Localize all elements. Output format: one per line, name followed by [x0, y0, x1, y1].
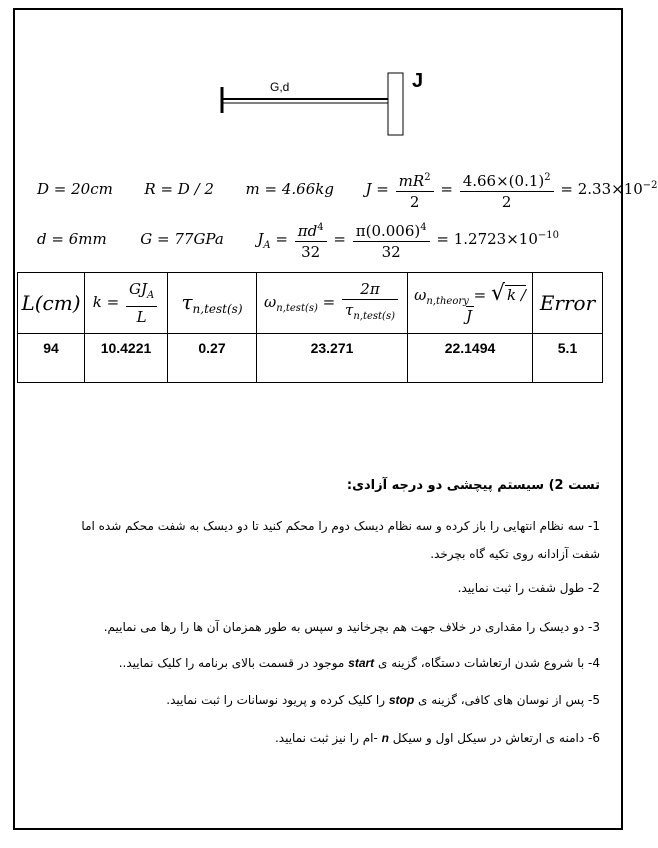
exponent: 4 [420, 222, 427, 233]
step-keyword: start [348, 656, 375, 670]
eq-J-result: = 2.33×10 [560, 180, 643, 198]
header-error [533, 273, 603, 334]
frac-numerator: πd [297, 222, 318, 240]
frac-denominator: τ [345, 301, 354, 319]
header-omega-test-frac [342, 279, 398, 327]
frac-numerator: 2π [342, 279, 398, 300]
header-k-frac [126, 279, 157, 327]
frac-denominator: 2 [409, 193, 420, 211]
eq-J-frac-2 [460, 168, 554, 212]
frac-numerator: GJ [128, 280, 147, 298]
eq-JA-lhs: J [257, 230, 264, 248]
table-row [18, 334, 603, 383]
cell-omega-test: 23.271 [257, 334, 408, 383]
shaft-label: G,d [270, 80, 290, 94]
step-text: پس از نوسان های کافی، گزینه ی [417, 693, 585, 707]
step-text: سه نظام انتهایی را باز کرده و سه نظام دیسک دوم را محکم کنید تا دو دیسک به شفت محکم شده اما شفت آزادانه روی تکیه گاه بچرخد. [81, 519, 600, 561]
cell-k: 10.4221 [85, 334, 168, 383]
step-number: 2- [588, 581, 600, 595]
eq-R: R = D / 2 [144, 180, 214, 198]
subscript: A [263, 240, 271, 251]
header-omega-theory: $\omega_{n,theory}$ = √ k / J [408, 273, 533, 334]
cell-error: 5.1 [533, 334, 603, 383]
step-text: با شروع شدن ارتعاشات دستگاه، گزینه ی [378, 656, 585, 670]
frac-denominator: L [136, 308, 147, 326]
eq-J-lhs: J = [365, 180, 389, 198]
exponent: −10 [537, 230, 559, 241]
test2-step-2 [60, 574, 600, 602]
exponent: 2 [424, 172, 431, 183]
frac-numerator: 4.66×(0.1) [462, 172, 545, 190]
test2-step-6 [60, 724, 600, 752]
step-text: -ام را نیز ثبت نمایید. [274, 731, 378, 745]
shaft-disk-figure [0, 0, 640, 150]
header-L-label: L(cm) [21, 291, 81, 315]
header-k-lhs: k = [92, 293, 120, 311]
eq-D: D = 20cm [37, 180, 113, 198]
omega-symbol: ω [264, 293, 277, 311]
frac-numerator: π(0.006) [355, 222, 421, 240]
step-text: موجود در قسمت بالای برنامه را کلیک نمایید.. [118, 656, 345, 670]
tau-symbol: τ [181, 290, 193, 314]
step-number: 4- [588, 656, 600, 670]
step-number: 1- [588, 519, 600, 533]
step-number: 6- [588, 731, 600, 745]
header-k [85, 273, 168, 334]
exponent: −2 [642, 180, 658, 191]
disk [388, 73, 403, 135]
header-tau [168, 273, 257, 334]
header-error-label: Error [539, 291, 596, 315]
eq-JA-frac-1 [295, 218, 327, 262]
step-text: دو دیسک را مقداری در خلاف جهت هم بچرخانید و سپس به طور همزمان آن ها را رها می نماییم. [103, 620, 585, 634]
subscript: n,theory [426, 296, 469, 307]
eq-JA-result: = 1.2723×10 [436, 230, 538, 248]
subscript: n,test(s) [353, 311, 395, 322]
table-header-row [18, 273, 603, 334]
frac-numerator: mR [398, 172, 425, 190]
step-number: 5- [588, 693, 600, 707]
frac-denominator: 32 [301, 243, 321, 261]
step-text: دامنه ی ارتعاش در سیکل اول و سیکل [392, 731, 585, 745]
test2-step-5 [60, 686, 600, 714]
frac-denominator: 32 [381, 243, 401, 261]
header-L [18, 273, 85, 334]
subscript: n,test(s) [276, 303, 318, 314]
eq-J-frac-1 [396, 168, 434, 212]
cell-omega-theory: 22.1494 [408, 334, 533, 383]
eq-d: d = 6mm [37, 230, 107, 248]
eq-G: G = 77GPa [140, 230, 224, 248]
sqrt-icon: √ [490, 281, 505, 306]
test2-heading: تست 2) سیستم پیچشی دو درجه آزادی: [346, 478, 600, 493]
test2-step-4 [60, 649, 600, 677]
exponent: 2 [544, 172, 551, 183]
exponent: 4 [317, 222, 324, 233]
radicand: k / J [465, 286, 526, 325]
test2-step-3 [60, 613, 600, 641]
step-text: را کلیک کرده و پریود نوسانات را ثبت نمایید. [166, 693, 385, 707]
cell-L: 94 [18, 334, 85, 383]
cell-tau: 0.27 [168, 334, 257, 383]
subscript: n,test(s) [192, 302, 243, 316]
subscript: A [146, 290, 155, 301]
step-keyword: stop [388, 693, 415, 707]
step-text: طول شفت را ثبت نمایید. [457, 581, 585, 595]
disk-label: J [412, 70, 424, 92]
eq-m: m = 4.66kg [245, 180, 334, 198]
step-keyword: n [381, 731, 389, 745]
results-table [17, 272, 603, 383]
header-omega-test: $\omega_{n,test(s)}$ = $\frac{2\pi}{\tau_{n,test(s)}}$ [257, 273, 408, 334]
test2-step-1 [60, 512, 600, 568]
eq-JA-frac-2 [353, 218, 430, 262]
frac-denominator: 2 [501, 193, 512, 211]
omega-symbol: ω [414, 286, 427, 304]
step-number: 3- [588, 620, 600, 634]
equation-line-2: d = 6mm G = 77GPa $J_A$ = $\frac{\pi d^4}{32}$ = $\frac{\pi(0.006)^4}{32}$ = $1.2723\times 10^{-10}$ [37, 218, 559, 262]
equation-line-1: D = 20cm R = D / 2 m = 4.66kg J = $\frac{mR^2}{2}$ = $\frac{4.66\times(0.1)^2}{2}$ = $2.33\times 10^{-2}$ [37, 168, 658, 212]
